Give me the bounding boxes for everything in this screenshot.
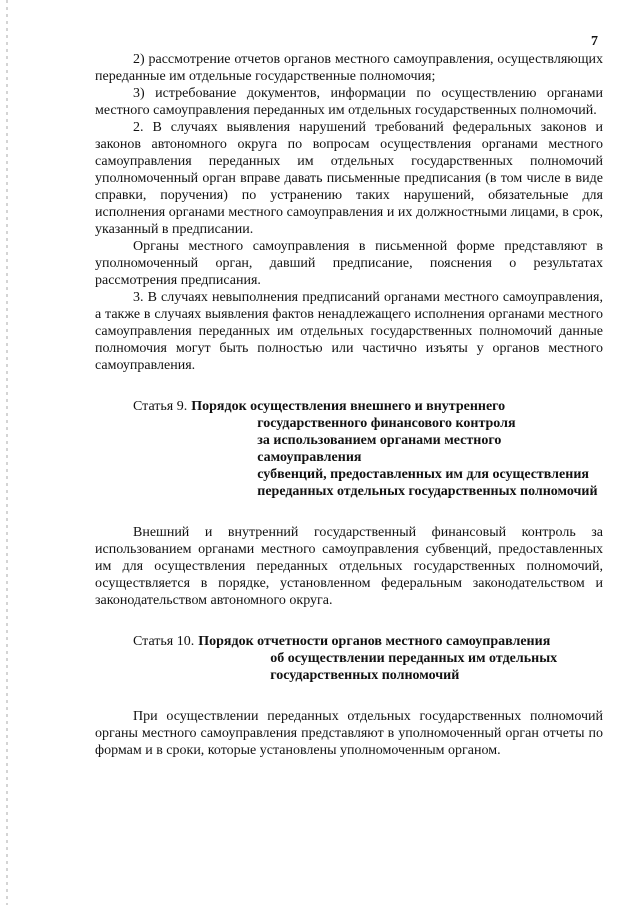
document-body xyxy=(95,51,603,759)
article-9-title xyxy=(191,398,603,500)
paragraph: Органы местного самоуправления в письменной форме представляют в уполномоченный орган, давший предписание, пояснения о результатах рассмотрения предписания. xyxy=(95,239,603,288)
article-10-title xyxy=(198,633,557,684)
paragraph: 2) рассмотрение отчетов органов местного самоуправления, осуществляющих переданные им отдельные государственные полномочия; xyxy=(95,52,603,84)
paragraph: 3) истребование документов, информации по осуществлению органами местного самоуправления переданных им отдельных государственных полномочий. xyxy=(95,86,603,118)
article-9-text: Внешний и внутренний государственный финансовый контроль за использованием органами местного самоуправления субвенций, предоставленных им для осуществления переданных отдельных государственных полномочий, осуществляется в порядке, установленном федеральным законодательством и законодательством автономного округа. xyxy=(95,525,603,608)
article-10-text: При осуществлении переданных отдельных государственных полномочий органы местного самоуправления представляют в уполномоченный орган отчеты по формам и в сроки, которые установлены уполномоченным органом. xyxy=(95,709,603,758)
scan-edge-artifact xyxy=(6,0,8,905)
article-10-label: Статья 10. xyxy=(133,634,195,649)
article-9-label: Статья 9. xyxy=(133,399,188,414)
article-9-title-line: за использованием органами местного самоуправления xyxy=(257,433,502,465)
article-9-heading xyxy=(95,398,603,500)
article-10-title-line: об осуществлении переданных им отдельных xyxy=(270,651,558,666)
paragraph: 3. В случаях невыполнения предписаний органами местного самоуправления, а также в случаях выявления фактов ненадлежащего исполнения органами местного самоуправления переданных им отдельных государственных полномочий данные полномочия могут быть полностью или частично изъяты у органов местного самоуправления. xyxy=(95,290,603,373)
article-9-title-line: субвенций, предоставленных им для осуществления xyxy=(257,467,589,482)
article-9-title-line: Порядок осуществления внешнего и внутреннего xyxy=(191,399,506,414)
paragraph: 2. В случаях выявления нарушений требований федеральных законов и законов автономного округа по вопросам осуществления органами местного самоуправления переданных им отдельных государственных полномочий уполномоченный орган вправе давать письменные предписания (в том числе в виде справки, поручения) по устранению таких нарушений, обязательные для исполнения органами местного самоуправления и их должностными лицами, в срок, указанный в предписании. xyxy=(95,120,603,237)
article-10-title-line: государственных полномочий xyxy=(270,668,460,683)
article-10-title-line: Порядок отчетности органов местного самоуправления xyxy=(198,634,551,649)
article-9-title-line: государственного финансового контроля xyxy=(257,416,516,431)
article-9-title-line: переданных отдельных государственных полномочий xyxy=(257,484,598,499)
page-number: 7 xyxy=(591,34,598,49)
article-10-heading xyxy=(95,633,603,684)
